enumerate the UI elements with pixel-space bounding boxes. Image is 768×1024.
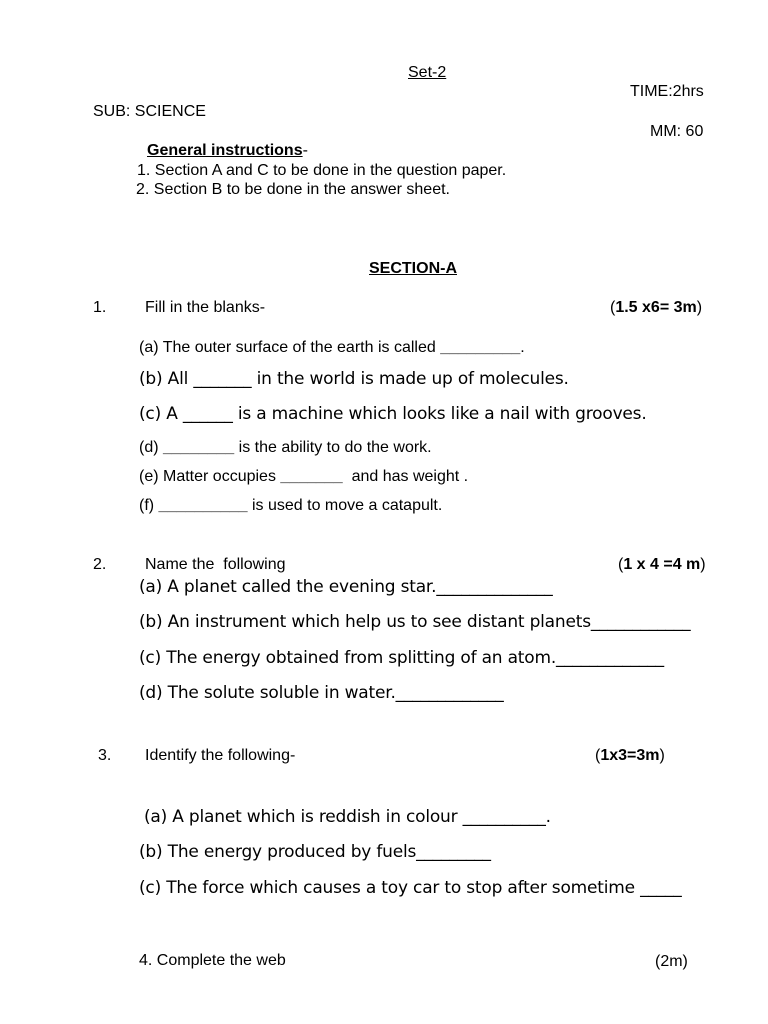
q4-marks: (2m) — [655, 953, 688, 970]
q2-part-a: (a) A planet called the evening star.______________ — [139, 577, 553, 597]
instruction-item-2: 2. Section B to be done in the answer sheet. — [136, 181, 450, 198]
time-label: TIME:2hrs — [630, 83, 704, 100]
q1-part-a-text: (a) The outer surface of the earth is called — [139, 339, 441, 356]
q2-marks-value: 1 x 4 =4 m — [623, 556, 701, 573]
q3-marks — [595, 747, 665, 765]
q1-part-e-end: and has weight . — [342, 468, 469, 485]
q1-part-a-blank: _________ — [440, 339, 521, 356]
q1-marks — [610, 299, 702, 317]
q2-prompt: Name the following — [145, 556, 286, 573]
q1-part-f-text: is used to move a catapult. — [247, 497, 443, 514]
q2-part-d: (d) The solute soluble in water._____________ — [139, 683, 504, 703]
set-label: Set-2 — [408, 64, 447, 81]
q3-marks-open: ( — [595, 747, 601, 764]
q3-prompt: Identify the following- — [145, 747, 296, 764]
q3-part-a: (a) A planet which is reddish in colour __________. — [144, 807, 551, 827]
q3-number: 3. — [98, 747, 112, 764]
subject-label: SUB: SCIENCE — [93, 103, 206, 120]
q1-part-a — [139, 339, 525, 357]
q2-marks — [618, 556, 706, 574]
q1-part-e-text: (e) Matter occupies — [139, 468, 281, 485]
q1-part-f-blank: __________ — [158, 497, 248, 514]
max-marks-label: MM: 60 — [650, 123, 704, 140]
q1-part-e — [139, 468, 468, 486]
instructions-title: General instructions — [147, 142, 303, 159]
q1-prompt: Fill in the blanks- — [145, 299, 266, 316]
q1-part-f — [139, 497, 442, 515]
q1-part-d-label: (d) — [139, 439, 163, 456]
q3-part-c: (c) The force which causes a toy car to stop after sometime _____ — [139, 878, 682, 898]
q1-number: 1. — [93, 299, 107, 316]
q2-number: 2. — [93, 556, 107, 573]
q1-part-c: (c) A ______ is a machine which looks like a nail with grooves. — [139, 404, 647, 424]
q2-part-b: (b) An instrument which help us to see distant planets____________ — [139, 612, 691, 632]
q1-part-d-blank: ________ — [163, 439, 235, 456]
q1-marks-value: 1.5 x6= 3m — [615, 299, 697, 316]
q1-part-e-blank: _______ — [280, 468, 343, 485]
q1-part-d-text: is the ability to do the work. — [234, 439, 432, 456]
q3-marks-close: ) — [659, 747, 665, 764]
q2-marks-close: ) — [700, 556, 706, 573]
q1-part-d — [139, 439, 432, 457]
q2-marks-open: ( — [618, 556, 624, 573]
instruction-item-1: 1. Section A and C to be done in the question paper. — [137, 162, 507, 179]
q1-part-f-label: (f) — [139, 497, 159, 514]
q1-marks-close: ) — [696, 299, 703, 316]
q1-marks-open: ( — [610, 299, 616, 316]
q3-part-b: (b) The energy produced by fuels_________ — [139, 842, 491, 862]
q4-prompt: 4. Complete the web — [139, 952, 286, 969]
q1-part-b: (b) All _______ in the world is made up of molecules. — [139, 369, 569, 389]
instructions-title-suffix: - — [302, 142, 308, 159]
q3-marks-value: 1x3=3m — [600, 747, 660, 764]
q2-part-c: (c) The energy obtained from splitting of an atom._____________ — [139, 648, 664, 668]
q1-part-a-end: . — [520, 339, 525, 356]
section-a-title: SECTION-A — [369, 260, 457, 277]
instructions-heading — [147, 142, 308, 160]
